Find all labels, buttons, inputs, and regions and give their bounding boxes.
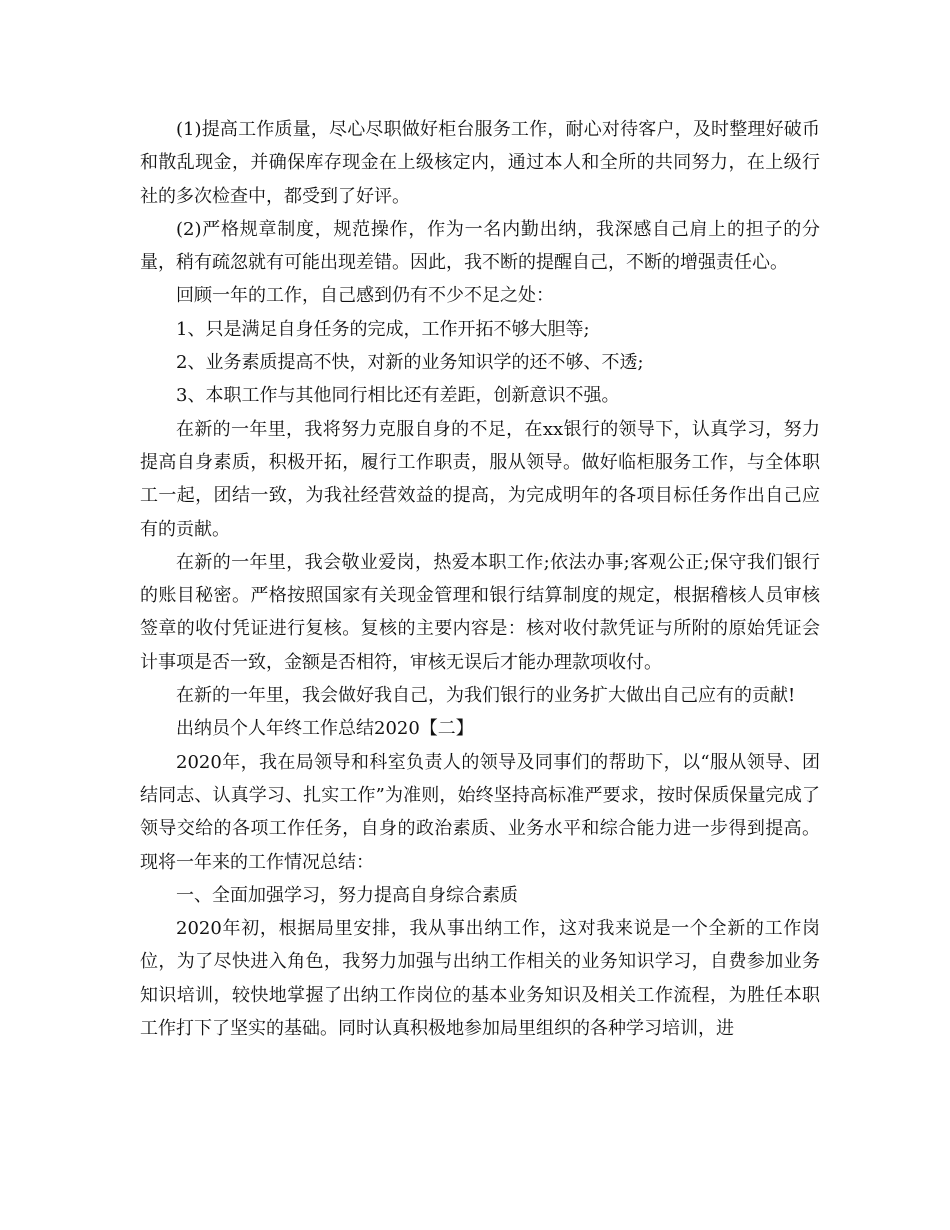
paragraph-3: 回顾一年的工作，自己感到仍有不少不足之处： (176, 285, 554, 307)
section-heading-2: 出纳员个人年终工作总结2020【二】 (176, 718, 474, 740)
paragraph-6: 在新的一年里，我会做好我自己，为我们银行的业务扩大做出自己应有的贡献! (176, 685, 796, 707)
paragraph-1: (1)提高工作质量，尽心尽职做好柜台服务工作，耐心对待客户，及时整理好破币和散乱现金，并确保库存现金在上级核定内，通过本人和全所的共同努力，在上级行社的多次检查中，都受到了好评。 (140, 119, 820, 207)
paragraph-7: 2020年，我在局领导和科室负责人的领导及同事们的帮助下，以“服从领导、团结同志、认真学习、扎实工作”为准则，始终坚持高标准严要求，按时保质保量完成了领导交给的各项工作任务，自身的政治素质、业务水平和综合能力进一步得到提高。现将一年来的工作情况总结： (140, 751, 820, 873)
paragraph-8: 2020年初，根据局里安排，我从事出纳工作，这对我来说是一个全新的工作岗位，为了尽快进入角色，我努力加强与出纳工作相关的业务知识学习，自费参加业务知识培训，较快地掌握了出纳工作岗位的基本业务知识及相关工作流程，为胜任本职工作打下了坚实的基础。同时认真积极地参加局里组织的各种学习培训，进 (140, 918, 820, 1040)
list-item-1: 1、只是满足自身任务的完成，工作开拓不够大胆等; (176, 318, 590, 340)
document-body (140, 113, 820, 1045)
paragraph-4: 在新的一年里，我将努力克服自身的不足，在xx银行的领导下，认真学习，努力提高自身素质，积极开拓，履行工作职责，服从领导。做好临柜服务工作，与全体职工一起，团结一致，为我社经营效益的提高，为完成明年的各项目标任务作出自己应有的贡献。 (140, 418, 820, 540)
subheading-1: 一、全面加强学习，努力提高自身综合素质 (176, 884, 518, 906)
list-item-3: 3、本职工作与其他同行相比还有差距，创新意识不强。 (176, 385, 620, 407)
paragraph-2: (2)严格规章制度，规范操作，作为一名内勤出纳，我深感自己肩上的担子的分量，稍有疏忽就有可能出现差错。因此，我不断的提醒自己，不断的增强责任心。 (140, 218, 820, 274)
list-item-2: 2、业务素质提高不快，对新的业务知识学的还不够、不透; (176, 352, 644, 374)
paragraph-5: 在新的一年里，我会敬业爱岗，热爱本职工作;依法办事;客观公正;保守我们银行的账目秘密。严格按照国家有关现金管理和银行结算制度的规定，根据稽核人员审核签章的收付凭证进行复核。复核的主要内容是：核对收付款凭证与所附的原始凭证会计事项是否一致，金额是否相符，审核无误后才能办理款项收付。 (140, 551, 820, 673)
